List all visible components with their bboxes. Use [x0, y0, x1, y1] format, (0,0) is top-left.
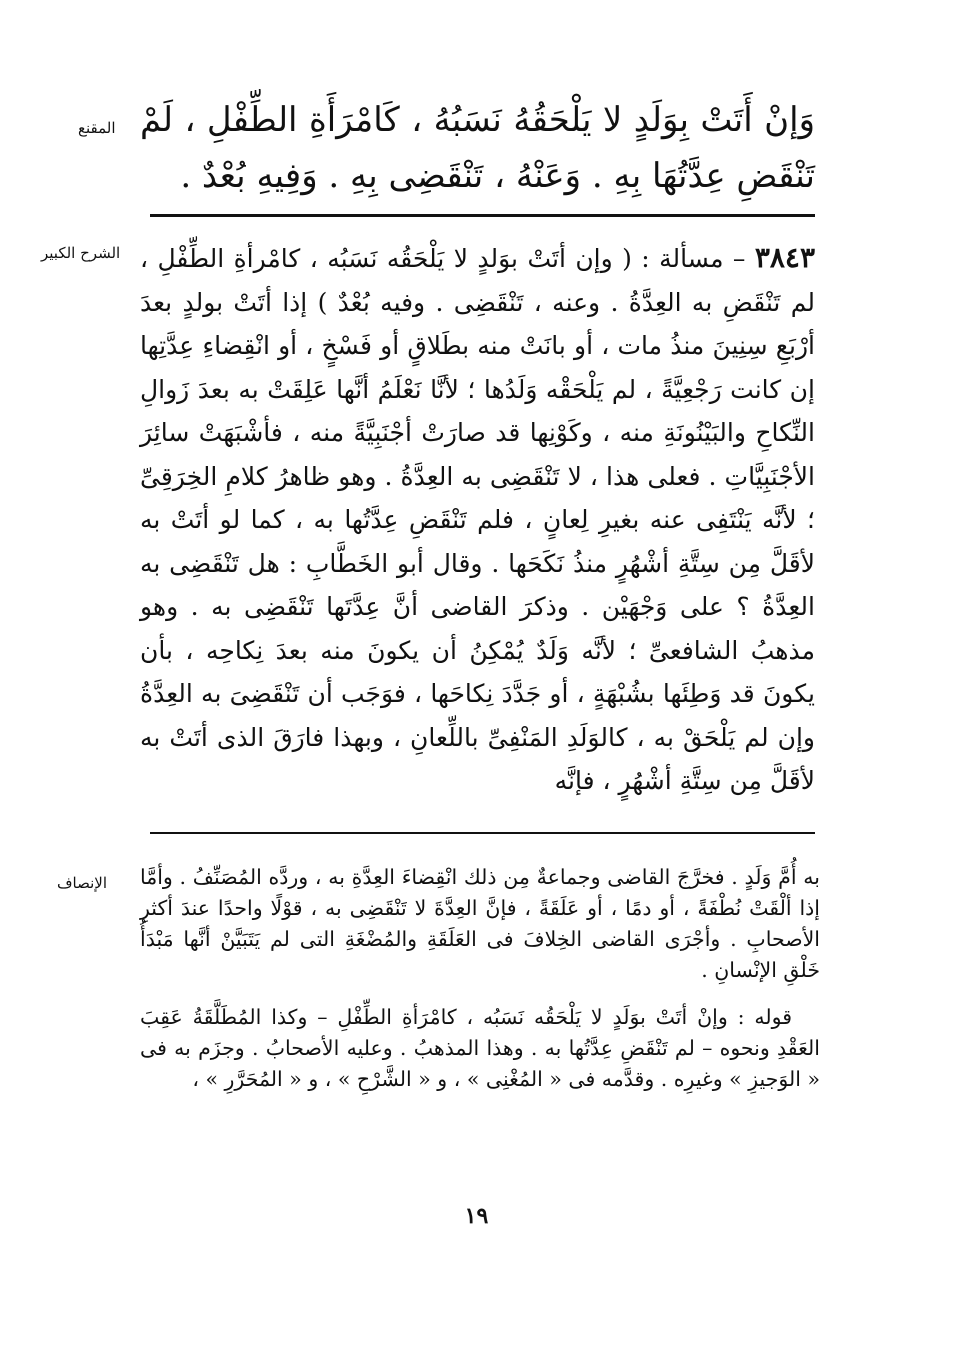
- sharh-text-block: [140, 236, 815, 803]
- divider-thick: [150, 214, 815, 217]
- label-insaf: الإنصاف: [57, 874, 108, 892]
- issue-number: ٣٨٤٣: [754, 241, 815, 274]
- divider-thin: [150, 832, 815, 834]
- sharh-text: – مسألة : ( وإن أتَتْ بوَلدٍ لا يَلْحَقُه نَسَبُه ، كامْرأةِ الطِّفْلِ ، لم تَنْقَضِ به العِدَّةُ . وعنه ، تَنْقَضِى . وفيه بُعْدٌ ) إذا أتَتْ بولدٍ بعدَ أرْبَعِ سِنِينَ منذُ مات ، أو بانَتْ منه بطَلاقٍ أو فَسْخٍ ، أو انْقِضاءِ عِدَّتِها إن كانت رَجْعِيَّةً ، لم يَلْحَقْه وَلَدُها ؛ لأنَّا نَعْلَمُ أنَّها عَلِقَتْ به بعدَ زَوالِ النِّكاحِ والبَيْنُونَةِ منه ، وكَوْنِها قد صارَتْ أجْنَبِيَّةً منه ، فأشْبَهَتْ سائِرَ الأجْنَبِيَّاتِ . فعلى هذا ، لا تَنْقَضِى به العِدَّةُ . وهو ظاهرُ كلامِ الخِرَقِىِّ ؛ لأنَّه يَنْتَفِى عنه بغيرِ لِعانٍ ، فلم تَنْقَضِ عِدَّتُها به ، كما لو أتَتْ به لأقَلَّ مِن سِتَّةِ أشْهُرٍ منذُ نَكَحَها . وقال أبو الخَطَّابِ : هل تَنْقَضِى به العِدَّةُ ؟ على وَجْهَيْن . وذكرَ القاضى أنَّ عِدَّتَها تَنْقَضِى به . وهو مذهبُ الشافعىِّ ؛ لأنَّه وَلَدٌ يُمْكِنُ أن يكونَ منه بعدَ نِكاحِه ، بأن يكونَ قد وَطِئَها بشُبْهَةٍ ، أو جَدَّدَ نِكاحَها ، فوَجَب أن تَنْقَضِىَ به العِدَّةُ وإن لم يَلْحَقْ به ، كالوَلَدِ المَنْفِىِّ باللِّعانِ ، وبهذا فارَقَ الذى أتَتْ به لأقَلَّ مِن سِتَّةِ أشْهُرٍ ، فإنَّه: [140, 244, 815, 795]
- label-sharh: الشرح الكبير: [41, 244, 121, 262]
- insaf-text-block: [140, 862, 820, 1095]
- muqni-text-block: [140, 92, 815, 204]
- sharh-paragraph: [140, 236, 815, 803]
- insaf-paragraph-1: به أُمَّ وَلَدٍ . فخرَّجَ القاضى وجماعةٌ مِن ذلك انْقِضاءَ العِدَّةِ به ، وردَّه المُصَنِّفُ . وأمَّا إذا ألْقَتْ نُطْفَةً ، أو دمًا ، أو عَلَقَةً ، فإنَّ العِدَّةَ لا تَنْقَضِى به ، قوْلًا واحدًا عندَ أكثرِ الأصحابِ . وأجْرَى القاضى الخِلافَ فى العَلَقَةِ والمُضْغَةِ التى لم يَتَبَيَّنْ أنَّها مَبْدَأُ خَلْقِ الإنْسانِ .: [140, 865, 820, 982]
- insaf-paragraph-2: قوله : وإنْ أتَتْ بوَلَدٍ لا يَلْحَقُه نَسَبُه ، كامْرَأةِ الطِّفْلِ – وكذا المُطَلَّقَةُ عَقِبَ العَقْدِ ونحوه – لم تَنْقَضِ عِدَّتُها به . وهذا المذهبُ . وعليه الأصحابُ . وجزَم به فى « الوَجيزِ » وغيرِه . وقدَّمه فى « المُغْنِى » ، و « الشَّرْحِ » ، و « المُحَرَّرِ » ،: [140, 1005, 820, 1091]
- label-muqni: المقنع: [78, 119, 116, 137]
- page-number: ١٩: [464, 1203, 489, 1229]
- muqni-text: وَإنْ أَتَتْ بِوَلَدٍ لا يَلْحَقُهُ نَسَبُهُ ، كَامْرَأَةِ الطِّفْلِ ، لَمْ تَنْقَضِ عِدَّتُهَا بِهِ . وَعَنْهُ ، تَنْقَضِى بِهِ . وَفِيهِ بُعْدٌ .: [140, 100, 815, 196]
